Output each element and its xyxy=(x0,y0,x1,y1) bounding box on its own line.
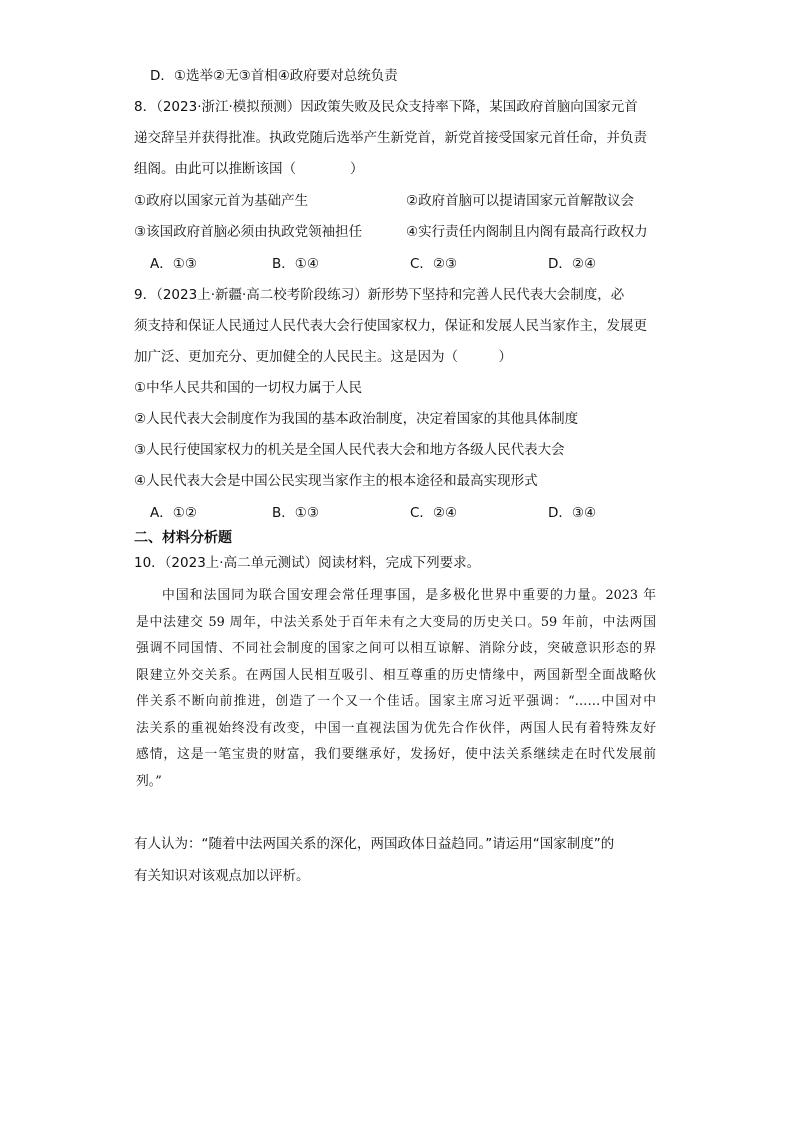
q9-stem-line-1: 9．（2023上·新疆·高二校考阶段练习）新形势下坚持和完善人民代表大会制度，必 xyxy=(134,287,625,303)
q8-stem-line-1: 8．（2023·浙江·模拟预测）因政策失败及民众支持率下降，某国政府首脑向国家元首 xyxy=(134,99,638,115)
q10-question-line-2: 有关知识对该观点加以评析。 xyxy=(134,868,310,884)
q9-stem-line-3: 加广泛、更加充分、更加健全的人民民主。这是因为（ ） xyxy=(134,349,512,365)
q9-statement-4: ④人民代表大会是中国公民实现当家作主的根本途径和最高实现形式 xyxy=(134,473,538,489)
q8-choice-d: D．②④ xyxy=(548,256,597,272)
q9-choice-b: B．①③ xyxy=(272,505,319,521)
q10-question-line-1: 有人认为：“随着中法两国关系的深化，两国政体日益趋同。”请运用“国家制度”的 xyxy=(134,836,615,852)
q8-statement-1: ①政府以国家元首为基础产生 xyxy=(134,193,309,209)
material-line: 伴关系不断向前推进，创造了一个又一个佳话。国家主席习近平强调：“……中国对中 xyxy=(136,694,656,709)
material-line: 限建立外交关系。在两国人民相互吸引、相互尊重的历史情缘中，两国新型全面战略伙 xyxy=(136,667,656,683)
q7-option-d: D．①选举②无③首相④政府要对总统负责 xyxy=(150,68,398,84)
q9-choice-c: C．②④ xyxy=(410,505,458,521)
q8-statement-2: ②政府首脑可以提请国家元首解散议会 xyxy=(406,193,635,209)
q8-stem-line-3: 组阁。由此可以推断该国（ ） xyxy=(134,161,364,177)
q9-choice-d: D．③④ xyxy=(548,505,597,521)
material-line: 中国和法国同为联合国安理会常任理事国，是多极化世界中重要的力量。2023 年 xyxy=(162,588,656,603)
q9-choice-a: A．①② xyxy=(150,505,197,521)
section-heading: 二、材料分析题 xyxy=(134,530,232,546)
q8-choice-c: C．②③ xyxy=(410,256,458,272)
q8-stem-line-2: 递交辞呈并获得批准。执政党随后选举产生新党首，新党首接受国家元首任命，并负责 xyxy=(134,130,647,146)
material-line: 列。” xyxy=(136,773,162,789)
q10-stem: 10．（2023上·高二单元测试）阅读材料，完成下列要求。 xyxy=(134,555,481,571)
q10-material-passage xyxy=(136,583,656,795)
q8-statement-3: ③该国政府首脑必须由执政党领袖担任 xyxy=(134,224,363,240)
q8-statement-4: ④实行责任内阁制且内阁有最高行政权力 xyxy=(406,224,648,240)
q8-choice-b: B．①④ xyxy=(272,256,319,272)
q9-statement-2: ②人民代表大会制度作为我国的基本政治制度，决定着国家的其他具体制度 xyxy=(134,411,579,427)
q8-choice-a: A．①③ xyxy=(150,256,197,272)
material-line: 感情，这是一笔宝贵的财富，我们要继承好，发扬好，使中法关系继续走在时代发展前 xyxy=(136,747,656,762)
q9-statement-3: ③人民行使国家权力的机关是全国人民代表大会和地方各级人民代表大会 xyxy=(134,442,565,458)
material-line: 是中法建交 59 周年，中法关系处于百年未有之大变局的历史关口。59 年前，中法两国 xyxy=(136,614,656,630)
material-line: 强调不同国情、不同社会制度的国家之间可以相互谅解、消除分歧，突破意识形态的界 xyxy=(136,641,656,656)
q9-statement-1: ①中华人民共和国的一切权力属于人民 xyxy=(134,380,363,396)
q9-stem-line-2: 须支持和保证人民通过人民代表大会行使国家权力，保证和发展人民当家作主，发展更 xyxy=(134,318,647,334)
material-line: 法关系的重视始终没有改变，中国一直视法国为优先合作伙伴，两国人民有着特殊友好 xyxy=(136,720,656,736)
